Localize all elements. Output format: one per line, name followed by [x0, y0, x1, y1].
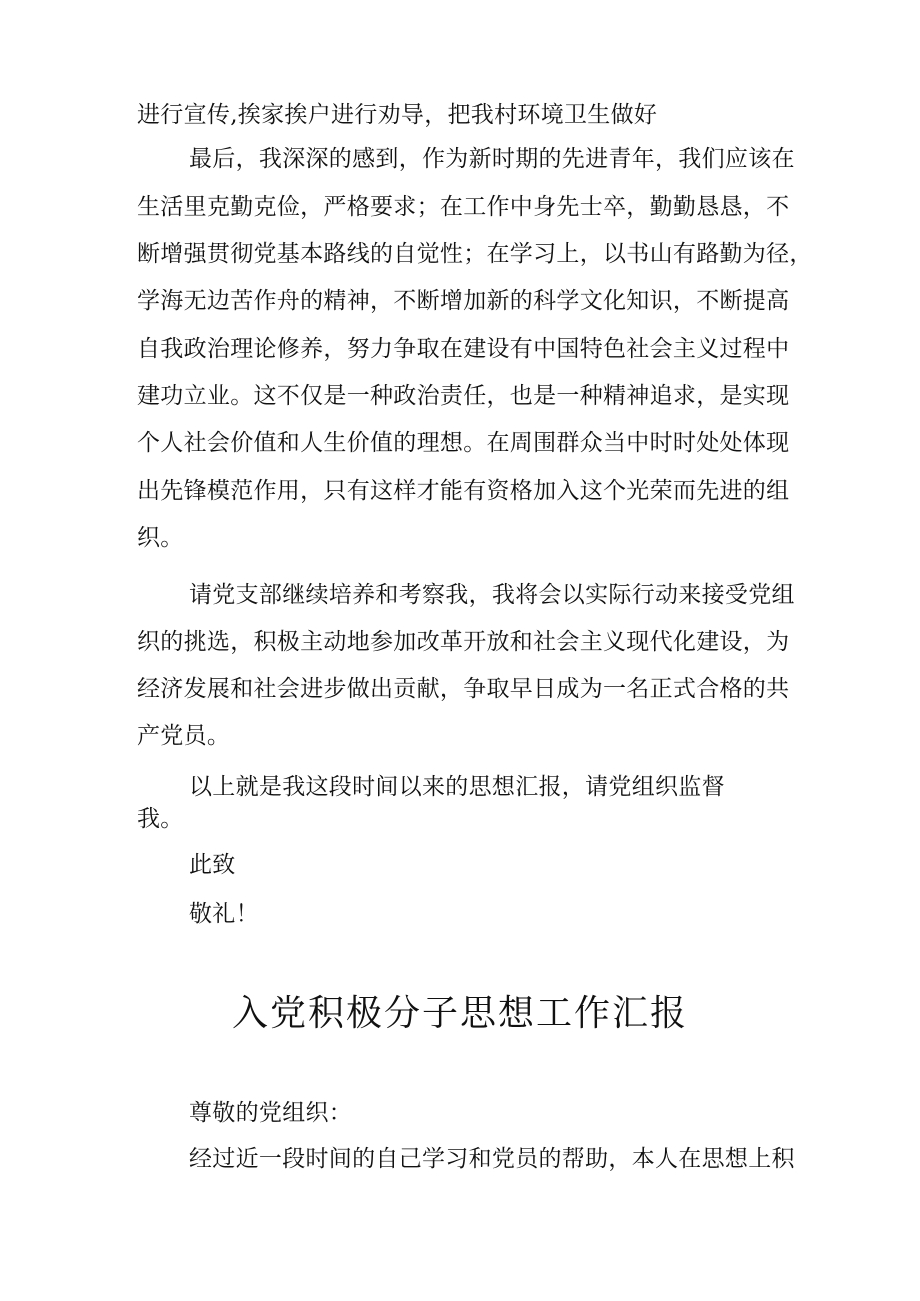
text-line: 出先锋模范作用，只有这样才能有资格加入这个光荣而先进的组	[137, 478, 790, 504]
text-line: 产党员。	[137, 723, 231, 749]
text-line: 经过近一段时间的自己学习和党员的帮助，本人在思想上积	[189, 1146, 795, 1172]
text-line: 最后，我深深的感到，作为新时期的先进青年，我们应该在	[189, 146, 795, 172]
text-line: 我。	[137, 806, 184, 832]
salutation: 尊敬的党组织：	[189, 1100, 353, 1126]
text-line: 织。	[137, 525, 184, 551]
text-line: 生活里克勤克俭，严格要求；在工作中身先士卒，勤勤恳恳，不	[137, 194, 790, 220]
text-line: 断增强贯彻党基本路线的自觉性；在学习上，以书山有路勤为径，	[137, 241, 813, 267]
text-line: 个人社会价值和人生价值的理想。在周围群众当中时时处处体现	[137, 430, 790, 456]
text-line: 请党支部继续培养和考察我，我将会以实际行动来接受党组	[189, 582, 795, 608]
text-line: 自我政治理论修养，努力争取在建设有中国特色社会主义过程中	[137, 336, 790, 362]
text-line: 以上就是我这段时间以来的思想汇报，请党组织监督	[189, 774, 725, 800]
text-line: 进行宣传,挨家挨户进行劝导，把我村环境卫生做好	[137, 102, 658, 128]
text-line: 建功立业。这不仅是一种政治责任，也是一种精神追求，是实现	[137, 383, 790, 409]
closing-line: 此致	[189, 852, 236, 878]
text-line: 经济发展和社会进步做出贡献，争取早日成为一名正式合格的共	[137, 676, 790, 702]
text-line: 织的挑选，积极主动地参加改革开放和社会主义现代化建设，为	[137, 629, 790, 655]
text-line: 学海无边苦作舟的精神，不断增加新的科学文化知识，不断提高	[137, 288, 790, 314]
closing-line: 敬礼！	[189, 901, 259, 927]
document-title: 入党积极分子思想工作汇报	[231, 993, 688, 1034]
